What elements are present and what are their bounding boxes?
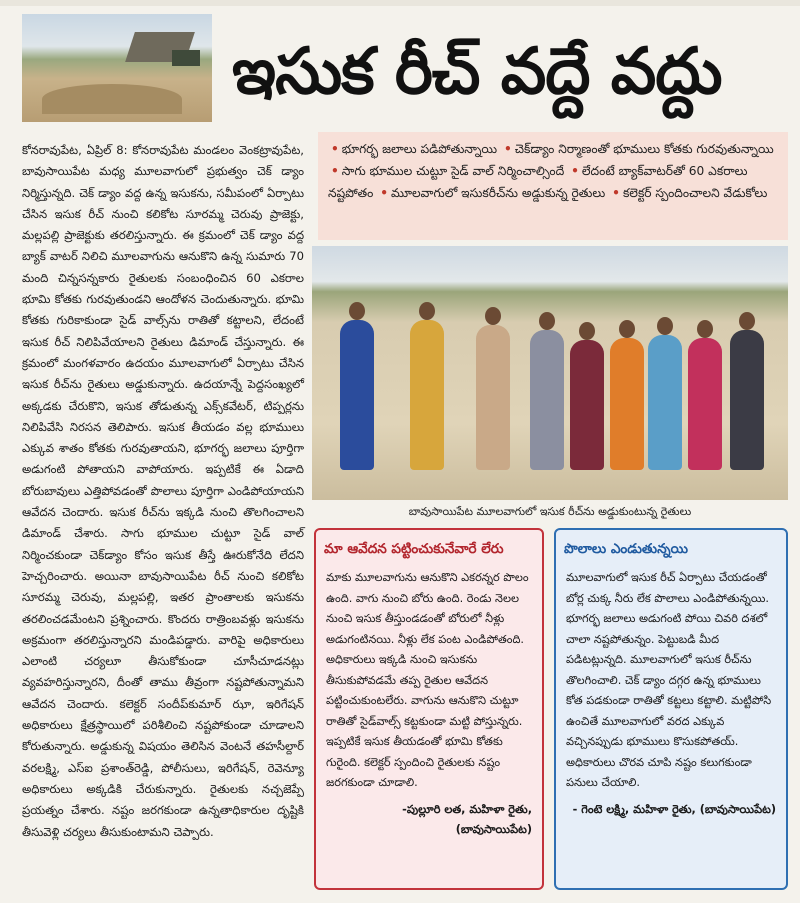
farmer-figure: [570, 340, 604, 470]
top-rule: [0, 0, 800, 6]
bullet-icon: •: [503, 142, 512, 156]
bullet-icon: •: [571, 164, 579, 178]
farmer-head: [485, 307, 501, 325]
bullet-icon: •: [380, 186, 388, 200]
article-body: కోనరావుపేట, ఏప్రిల్ 8: కోనరావుపేట మండలం వెంకట్రావుపేట, బావుసాయిపేట మధ్య మూలవాగులో ప్రభుత్వం చెక్ డ్యాం నిర్మిస్తున్నది. చెక్ డ్యాం వద్ద ఉన్న ఇసుకను, సమీపంలో ఏర్పాటు చేసిన ఇసుక రీచ్ నుంచి కలికోట సూరమ్మ చెరువు ప్రాజెక్టు, మల్లపల్లి ప్రాజెక్టుకు తరలిస్తున్నారు. ఈ క్రమంలో చెక్ డ్యాం వద్ద బ్యాక్ వాటర్ నిలిచి మూలవాగును ఆనుకొని ఉన్న సుమారు 70 మంది చిన్నసన్నకారు రైతులకు సంబంధించిన 60 ఎకరాల భూమి కోతకు గురవుతుండని ఆందోళన చెందుతున్నారు. భూమి కోతకు గురికాకుండా సైడ్ వాల్స్‌ను రాతితో కట్టాలని, లేదంటే ఇసుక రీచ్ నిలిపివేయాలని రైతులు డిమాండ్ చేస్తున్నారు. ఈ క్రమంలో మంగళవారం ఉదయం మూలవాగులో ఏర్పాటు చేసిన ఇసుక రీచ్‌ను రైతులు అడ్డుకున్నారు. ఉదయాన్నే పెద్దసంఖ్యలో అక్కడకు చేరుకొని, ఇసుక తోడుతున్న ఎక్స్‌కవేటర్, టిప్పర్లను నిలిపివేసి నిరసన తెలిపారు. ఇసుక తీయడం వల్ల భూములు ఎక్కువ శాతం కోతకు గురవుతాయని, భూగర్భ జలాలు పూర్తిగా అడుగంటి పోతాయని వాపోయారు. ఇప్పటికే ఈ ఏడాది బోరుబావులు ఎత్తిపోవడంతో పొలాలు పూర్తిగా ఎండిపోయాయని ఆవేదన చెందారు. ఇసుక రీచ్‌ను ఇక్కడి నుంచి తొలగించాలని డిమాండ్ చేశారు. సాగు భూముల చుట్టూ సైడ్ వాల్ నిర్మించకుండా చెక్‌డ్యాం కోసం ఇసుక తీస్తే ఊరుకోనేది లేదని హెచ్చరించారు. అయినా బావుసాయిపేట రీచ్ నుంచి కలికోట సూరమ్మ చెరువు, మల్లపల్లి, ఇతర ప్రాంతాలకు ఇసుకను తరలించడమేంటని ప్రశ్నించారు. కొందరు రాత్రింబవళ్లు ఇసుకను అక్రమంగా తరలిస్తున్నారని మండిపడ్డారు. వారిపై అధికారులు ఎలాంటి చర్యలూ తీసుకోకుండా చూసీచూడనట్లు వ్యవహరిస్తున్నారని, దీంతో తాము తీవ్రంగా నష్టపోతున్నామని ఆవేదన చెందారు. కలెక్టర్ సందీప్‌కుమార్ ఝా, ఇరిగేషన్ అధికారులు క్షేత్రస్థాయిలో పరిశీలించి నష్టపోకుండా చూడాలని కోరుతున్నారు. అడ్డుకున్న విషయం తెలిసిన వెంటనే తహసీల్దార్ వరలక్ష్మి, ఎస్ఐ ప్రశాంత్‌రెడ్డి, పోలీసులు, ఇరిగేషన్, రెవెన్యూ అధికారులు అక్కడికి చేరుకున్నారు. రైతులకు నచ్చజెప్పే ప్రయత్నం చేశారు. నష్టం జరగకుండా ఉన్నతాధికారుల దృష్టికి తీసువెళ్లి చర్యలు తీసుకుంటామని చెప్పారు.: [22, 143, 304, 839]
bullet-icon: •: [612, 186, 620, 200]
highlight-item: మూలవాగులో ఇసుకరీచ్‌ను అడ్డుకున్న రైతులు: [391, 186, 606, 200]
farmer-figure: [530, 330, 564, 470]
farmer-figure: [340, 320, 374, 470]
bullet-icon: •: [331, 142, 339, 156]
highlight-item: లేదంటే బ్యాక్‌వాటర్‌తో 60 ఎకరాలు నష్టపోతం: [328, 164, 748, 200]
quote-text: మూలవాగులో ఇసుక రీచ్ ఏర్పాటు చేయడంతో బోర్ల చుక్క నీరు లేక పొలాలు ఎండిపోతున్నయి. భూగర్భ జలాలు అడుగంటి పోయి చివరి దశలో చాలా నష్టపోతున్నం. పెట్టుబడి మీద పడిటట్లున్నది. మూలవాగులో ఇసుక రీచ్‌ను తొలగించాలి. చెక్ డ్యాం దగ్గర ఉన్న భూములు కోత పడకుండా రాతితో కట్టలు కట్టాలి. మట్టిపోసి ఉంచితే మూలవాగులో వరద ఎక్కువ వచ్చినప్పుడు భూములు కొసుకపోతయ్. అధికారులు చొరవ చూపి నష్టం కలుగకుండా పనులు చేయాలి.: [566, 571, 772, 789]
quote-title: మా ఆవేదన పట్టించుకునేవారే లేరు: [324, 541, 504, 557]
farmer-head: [657, 317, 673, 335]
photo-caption: బావుసాయిపేట మూలవాగులో ఇసుక రీచ్‌ను అడ్డుకుంటున్న రైతులు: [408, 505, 692, 518]
farmer-head: [739, 312, 755, 330]
farmer-head: [619, 320, 635, 338]
farmer-head: [539, 312, 555, 330]
quote-signature: -పుల్లూరి లత, మహిళా రైతు, (బావుసాయిపేట): [402, 802, 532, 836]
farmer-head: [419, 302, 435, 320]
farmer-figure: [410, 320, 444, 470]
farmer-head: [697, 320, 713, 338]
highlight-item: సాగు భూముల చుట్టూ సైడ్ వాల్ నిర్మించాల్సిందే: [341, 164, 565, 178]
quote-text: మాకు మూలవాగును ఆనుకొని ఎకరన్నర పొలం ఉంది. వాగు నుంచి బోరు ఉంది. రెండు నెలల నుంచి ఇసుక తీస్తుండడంతో బోరులో నీళ్లు అడుగంటినయి. నీళ్లు లేక పంట ఎండిపోతంది. అధికారులు ఇక్కడి నుంచి ఇసుకను తీసుకుపోవడమే తప్ప రైతుల ఆవేదన పట్టించుకుంటలేరు. వాగును ఆనుకొని చుట్టూ రాతితో సైడ్‌వాల్స్ కట్టకుండా మట్టి పోస్తున్నరు. ఇప్పటికే ఇసుక తీయడంతో భూమి కోతకు గురైంది. కలెక్టర్ స్పందించి రైతులకు నష్టం జరగకుండా చూడాలి.: [326, 571, 529, 789]
bullet-icon: •: [331, 164, 339, 178]
highlight-item: చెక్‌డ్యాం నిర్మాణంతో భూములు కోతకు గురవుతున్నాయి: [514, 142, 774, 156]
farmer-head: [579, 322, 595, 340]
farmer-head: [349, 302, 365, 320]
highlights-box: [318, 132, 788, 240]
farmers-protest-photo: [312, 246, 788, 500]
farmer-figure: [688, 338, 722, 470]
farmer-quote-box-left: [314, 528, 544, 890]
sand-reach-thumbnail: [22, 14, 212, 122]
headline: ఇసుక రీచ్ వద్దే వద్దు: [232, 35, 722, 109]
quote-signature: - గెంటె లక్ష్మి, మహిళా రైతు, (బావుసాయిపేట): [572, 802, 776, 816]
farmer-quote-box-right: [554, 528, 788, 890]
highlight-item: భూగర్భ జలాలు పడిపోతున్నాయి: [341, 142, 498, 156]
farmer-figure: [648, 335, 682, 470]
excavator-shape: [172, 50, 200, 66]
highlight-item: కలెక్టర్ స్పందించాలని వేడుకోలు: [622, 186, 768, 200]
farmer-figure: [476, 325, 510, 470]
sand-mound-shape: [42, 84, 182, 114]
quote-title: పొలాలు ఎండుతున్నయి: [564, 541, 688, 557]
farmer-figure: [610, 338, 644, 470]
farmer-figure: [730, 330, 764, 470]
